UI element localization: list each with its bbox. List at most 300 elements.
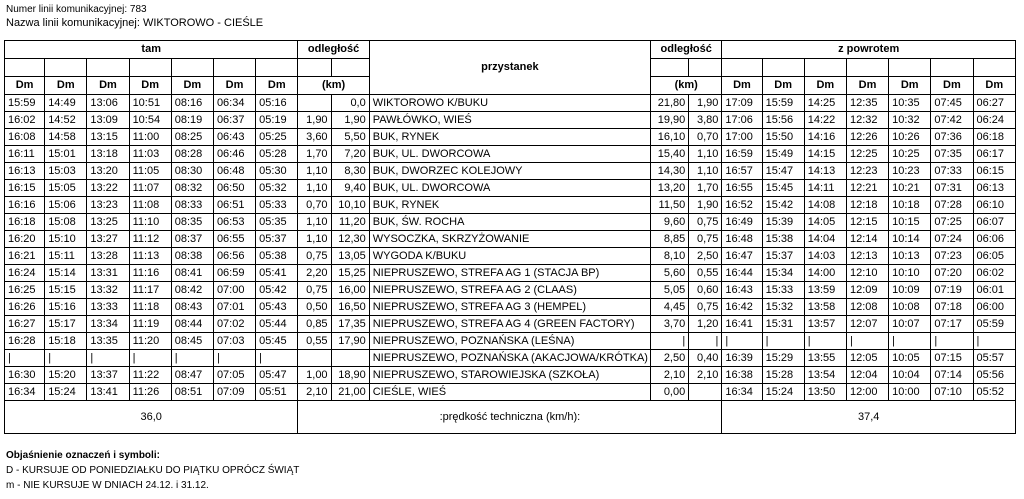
departure-time-tam: | xyxy=(45,350,87,367)
line-number: Numer linii komunikacyjnej: 783 xyxy=(6,4,147,15)
departure-time-powrot: 07:31 xyxy=(931,180,973,197)
distance-cumulative-return: 2,10 xyxy=(651,367,689,384)
departure-time-tam: | xyxy=(5,350,45,367)
departure-time-powrot: 07:25 xyxy=(931,214,973,231)
departure-time-powrot: 06:13 xyxy=(973,180,1015,197)
departure-time-powrot: 14:03 xyxy=(804,248,846,265)
departure-time-powrot: 17:00 xyxy=(722,129,762,146)
table-row xyxy=(5,95,1016,112)
speed-powrot: 37,4 xyxy=(722,401,1016,434)
timetable xyxy=(4,40,1016,434)
table-row xyxy=(5,367,1016,384)
distance-cumulative: 0,0 xyxy=(331,95,369,112)
departure-time-powrot: 14:16 xyxy=(804,129,846,146)
departure-time-tam: 11:16 xyxy=(129,265,171,282)
departure-time-powrot: 06:27 xyxy=(973,95,1015,112)
table-row xyxy=(5,350,1016,367)
table-row xyxy=(5,248,1016,265)
stop-name: WYSOCZKA, SKRZYŻOWANIE xyxy=(369,231,650,248)
dm-label-powrot: Dm xyxy=(722,77,762,95)
departure-time-powrot: 15:28 xyxy=(762,367,804,384)
departure-time-tam: 08:44 xyxy=(171,316,213,333)
distance-cumulative: 7,20 xyxy=(331,146,369,163)
departure-time-tam: 08:41 xyxy=(171,265,213,282)
departure-time-powrot: 14:00 xyxy=(804,265,846,282)
distance-segment-return: 1,10 xyxy=(689,163,722,180)
stop-name: BUK, UL. DWORCOWA xyxy=(369,146,650,163)
departure-time-tam: 10:51 xyxy=(129,95,171,112)
distance-segment xyxy=(298,95,331,112)
departure-time-tam: 15:05 xyxy=(45,180,87,197)
departure-time-powrot: 15:33 xyxy=(762,282,804,299)
stop-name: CIEŚLE, WIEŚ xyxy=(369,384,650,401)
departure-time-powrot: 15:38 xyxy=(762,231,804,248)
departure-time-powrot: 06:02 xyxy=(973,265,1015,282)
departure-time-tam: 06:50 xyxy=(213,180,255,197)
distance-segment: 0,75 xyxy=(298,282,331,299)
distance-segment: 1,10 xyxy=(298,163,331,180)
departure-time-tam: 07:09 xyxy=(213,384,255,401)
departure-time-tam: 05:25 xyxy=(256,129,298,146)
line-name: Nazwa linii komunikacyjnej: WIKTOROWO - CIEŚLE xyxy=(6,17,264,29)
distance-segment: 3,60 xyxy=(298,129,331,146)
departure-time-tam: 11:20 xyxy=(129,333,171,350)
distance-cumulative: 5,50 xyxy=(331,129,369,146)
departure-time-powrot: 07:36 xyxy=(931,129,973,146)
departure-time-powrot: 13:57 xyxy=(804,316,846,333)
distance-segment-return: 1,10 xyxy=(689,146,722,163)
departure-time-powrot: 13:50 xyxy=(804,384,846,401)
distance-cumulative: 12,30 xyxy=(331,231,369,248)
distance-cumulative: 16,00 xyxy=(331,282,369,299)
dm-label-tam: Dm xyxy=(129,77,171,95)
departure-time-powrot: 12:07 xyxy=(846,316,888,333)
distance-cumulative xyxy=(331,350,369,367)
departure-time-powrot: 14:04 xyxy=(804,231,846,248)
distance-cumulative-return: 0,00 xyxy=(651,384,689,401)
departure-time-powrot: | xyxy=(931,333,973,350)
departure-time-tam: 06:51 xyxy=(213,197,255,214)
dm-label-tam: Dm xyxy=(213,77,255,95)
distance-segment-return: 0,70 xyxy=(689,129,722,146)
distance-segment: 0,50 xyxy=(298,299,331,316)
distance-segment: 1,90 xyxy=(298,112,331,129)
table-row xyxy=(5,299,1016,316)
departure-time-powrot: 12:14 xyxy=(846,231,888,248)
departure-time-powrot: 15:31 xyxy=(762,316,804,333)
distance-cumulative-return: 3,70 xyxy=(651,316,689,333)
distance-cumulative: 8,30 xyxy=(331,163,369,180)
departure-time-powrot: 10:18 xyxy=(889,197,931,214)
departure-time-powrot: 07:24 xyxy=(931,231,973,248)
distance-cumulative-return: 5,05 xyxy=(651,282,689,299)
departure-time-powrot: 05:59 xyxy=(973,316,1015,333)
departure-time-tam: 06:53 xyxy=(213,214,255,231)
departure-time-tam: 05:37 xyxy=(256,231,298,248)
departure-time-powrot: | xyxy=(846,333,888,350)
km-label-right: (km) xyxy=(651,77,722,95)
departure-time-powrot: 07:14 xyxy=(931,367,973,384)
departure-time-tam: 06:43 xyxy=(213,129,255,146)
stop-name: PAWŁÓWKO, WIEŚ xyxy=(369,112,650,129)
departure-time-powrot: 10:15 xyxy=(889,214,931,231)
distance-segment: 0,55 xyxy=(298,333,331,350)
departure-time-tam: 11:22 xyxy=(129,367,171,384)
departure-time-powrot: 16:48 xyxy=(722,231,762,248)
stop-name: BUK, RYNEK xyxy=(369,129,650,146)
departure-time-powrot: 05:52 xyxy=(973,384,1015,401)
departure-time-tam: 16:30 xyxy=(5,367,45,384)
departure-time-powrot: 10:00 xyxy=(889,384,931,401)
departure-time-powrot: 13:55 xyxy=(804,350,846,367)
departure-time-tam: 05:51 xyxy=(256,384,298,401)
distance-segment-return: 3,80 xyxy=(689,112,722,129)
departure-time-tam: 16:18 xyxy=(5,214,45,231)
stop-name: NIEPRUSZEWO, STREFA AG 3 (HEMPEL) xyxy=(369,299,650,316)
table-row xyxy=(5,282,1016,299)
departure-time-tam: 13:25 xyxy=(87,214,129,231)
departure-time-tam: 16:11 xyxy=(5,146,45,163)
departure-time-tam: 16:13 xyxy=(5,163,45,180)
departure-time-tam: 14:58 xyxy=(45,129,87,146)
departure-time-tam: 15:08 xyxy=(45,214,87,231)
departure-time-tam: 13:34 xyxy=(87,316,129,333)
distance-cumulative-return: 8,10 xyxy=(651,248,689,265)
table-row xyxy=(5,163,1016,180)
distance-segment: 2,20 xyxy=(298,265,331,282)
departure-time-powrot: 14:15 xyxy=(804,146,846,163)
distance-header-left: odległość xyxy=(298,41,369,59)
departure-time-tam: 16:27 xyxy=(5,316,45,333)
departure-time-tam: 05:45 xyxy=(256,333,298,350)
departure-time-powrot: 12:08 xyxy=(846,299,888,316)
departure-time-powrot: 16:39 xyxy=(722,350,762,367)
departure-time-powrot: 12:23 xyxy=(846,163,888,180)
distance-segment: 0,70 xyxy=(298,197,331,214)
departure-time-powrot: 14:08 xyxy=(804,197,846,214)
distance-segment: 1,10 xyxy=(298,180,331,197)
stop-name: WYGODA K/BUKU xyxy=(369,248,650,265)
departure-time-tam: 13:06 xyxy=(87,95,129,112)
departure-time-powrot: 15:34 xyxy=(762,265,804,282)
departure-time-tam: 15:59 xyxy=(5,95,45,112)
departure-time-powrot: 10:14 xyxy=(889,231,931,248)
departure-time-powrot: 13:54 xyxy=(804,367,846,384)
departure-time-tam: 13:23 xyxy=(87,197,129,214)
km-label-left: (km) xyxy=(298,77,369,95)
departure-time-tam: 05:43 xyxy=(256,299,298,316)
departure-time-tam: 08:38 xyxy=(171,248,213,265)
departure-time-tam: | xyxy=(256,350,298,367)
dm-label-powrot: Dm xyxy=(846,77,888,95)
departure-time-powrot: 16:59 xyxy=(722,146,762,163)
stop-name: NIEPRUSZEWO, POZNAŃSKA (AKACJOWA/KRÓTKA) xyxy=(369,350,650,367)
dm-label-tam: Dm xyxy=(87,77,129,95)
departure-time-powrot: 15:42 xyxy=(762,197,804,214)
departure-time-tam: 10:54 xyxy=(129,112,171,129)
distance-cumulative: 18,90 xyxy=(331,367,369,384)
departure-time-tam: 13:37 xyxy=(87,367,129,384)
distance-cumulative-return: 19,90 xyxy=(651,112,689,129)
departure-time-powrot: 06:07 xyxy=(973,214,1015,231)
distance-cumulative-return: 13,20 xyxy=(651,180,689,197)
dm-label-powrot: Dm xyxy=(973,77,1015,95)
departure-time-powrot: 07:20 xyxy=(931,265,973,282)
departure-time-powrot: 07:19 xyxy=(931,282,973,299)
departure-time-tam: 13:41 xyxy=(87,384,129,401)
departure-time-tam: 11:10 xyxy=(129,214,171,231)
departure-time-tam: 15:06 xyxy=(45,197,87,214)
departure-time-tam: 11:17 xyxy=(129,282,171,299)
departure-time-tam: 05:16 xyxy=(256,95,298,112)
departure-time-powrot: 15:24 xyxy=(762,384,804,401)
distance-cumulative: 21,00 xyxy=(331,384,369,401)
departure-time-powrot: 07:18 xyxy=(931,299,973,316)
departure-time-tam: 11:19 xyxy=(129,316,171,333)
table-row xyxy=(5,384,1016,401)
distance-segment-return: 1,20 xyxy=(689,316,722,333)
stop-name: NIEPRUSZEWO, STREFA AG 4 (GREEN FACTORY) xyxy=(369,316,650,333)
departure-time-tam: 16:34 xyxy=(5,384,45,401)
departure-time-tam: 13:15 xyxy=(87,129,129,146)
departure-time-powrot: | xyxy=(722,333,762,350)
departure-time-tam: 05:35 xyxy=(256,214,298,231)
dm-label-tam: Dm xyxy=(171,77,213,95)
departure-time-powrot: 13:59 xyxy=(804,282,846,299)
distance-segment-return: 1,90 xyxy=(689,95,722,112)
departure-time-tam: 15:01 xyxy=(45,146,87,163)
departure-time-powrot: 14:22 xyxy=(804,112,846,129)
distance-cumulative: 16,50 xyxy=(331,299,369,316)
legend-d-note: D - KURSUJE OD PONIEDZIAŁKU DO PIĄTKU OPRÓCZ ŚWIĄT xyxy=(6,465,300,476)
departure-time-tam: 16:26 xyxy=(5,299,45,316)
speed-row xyxy=(5,401,1016,434)
departure-time-tam: 08:43 xyxy=(171,299,213,316)
departure-time-tam: 06:46 xyxy=(213,146,255,163)
departure-time-powrot: | xyxy=(889,333,931,350)
departure-time-tam: 07:00 xyxy=(213,282,255,299)
departure-time-powrot: 06:05 xyxy=(973,248,1015,265)
departure-time-tam: 13:27 xyxy=(87,231,129,248)
departure-time-powrot: | xyxy=(762,333,804,350)
departure-time-tam: 15:17 xyxy=(45,316,87,333)
distance-cumulative-return: 4,45 xyxy=(651,299,689,316)
departure-time-powrot: 06:17 xyxy=(973,146,1015,163)
departure-time-powrot: 16:43 xyxy=(722,282,762,299)
distance-cumulative: 10,10 xyxy=(331,197,369,214)
table-row xyxy=(5,146,1016,163)
distance-cumulative-return: 8,85 xyxy=(651,231,689,248)
departure-time-powrot: 07:10 xyxy=(931,384,973,401)
departure-time-tam: 05:42 xyxy=(256,282,298,299)
departure-time-tam: 11:18 xyxy=(129,299,171,316)
departure-time-tam: | xyxy=(87,350,129,367)
table-row xyxy=(5,316,1016,333)
departure-time-tam: 08:42 xyxy=(171,282,213,299)
departure-time-powrot: 12:13 xyxy=(846,248,888,265)
departure-time-powrot: 07:45 xyxy=(931,95,973,112)
departure-time-tam: 15:11 xyxy=(45,248,87,265)
departure-time-powrot: 15:39 xyxy=(762,214,804,231)
departure-time-powrot: 12:04 xyxy=(846,367,888,384)
departure-time-powrot: 06:18 xyxy=(973,129,1015,146)
departure-time-tam: 11:08 xyxy=(129,197,171,214)
departure-time-tam: 16:02 xyxy=(5,112,45,129)
departure-time-powrot: 16:38 xyxy=(722,367,762,384)
departure-time-powrot: 06:10 xyxy=(973,197,1015,214)
departure-time-powrot: 07:42 xyxy=(931,112,973,129)
tam-header: tam xyxy=(5,41,298,59)
distance-cumulative-return: 14,30 xyxy=(651,163,689,180)
departure-time-powrot: 06:06 xyxy=(973,231,1015,248)
departure-time-tam: 15:16 xyxy=(45,299,87,316)
distance-segment-return: 1,90 xyxy=(689,197,722,214)
departure-time-tam: 16:21 xyxy=(5,248,45,265)
distance-cumulative-return: 9,60 xyxy=(651,214,689,231)
departure-time-powrot: 10:08 xyxy=(889,299,931,316)
departure-time-tam: 14:52 xyxy=(45,112,87,129)
powrot-header: z powrotem xyxy=(722,41,1016,59)
departure-time-powrot: 16:49 xyxy=(722,214,762,231)
departure-time-powrot: 07:33 xyxy=(931,163,973,180)
departure-time-powrot: 16:52 xyxy=(722,197,762,214)
departure-time-tam: 14:49 xyxy=(45,95,87,112)
departure-time-tam: 11:13 xyxy=(129,248,171,265)
dm-label-powrot: Dm xyxy=(931,77,973,95)
departure-time-tam: 13:31 xyxy=(87,265,129,282)
table-row xyxy=(5,197,1016,214)
stop-name: NIEPRUSZEWO, POZNAŃSKA (LEŚNA) xyxy=(369,333,650,350)
departure-time-powrot: 15:59 xyxy=(762,95,804,112)
departure-time-tam: 06:55 xyxy=(213,231,255,248)
departure-time-tam: 08:19 xyxy=(171,112,213,129)
departure-time-tam: 08:35 xyxy=(171,214,213,231)
distance-cumulative-return: 16,10 xyxy=(651,129,689,146)
departure-time-tam: 15:10 xyxy=(45,231,87,248)
departure-time-tam: 13:20 xyxy=(87,163,129,180)
departure-time-powrot: 15:29 xyxy=(762,350,804,367)
departure-time-tam: 13:32 xyxy=(87,282,129,299)
departure-time-tam: 13:28 xyxy=(87,248,129,265)
distance-segment-return: | xyxy=(689,333,722,350)
distance-segment: 1,00 xyxy=(298,367,331,384)
speed-label: :prędkość techniczna (km/h): xyxy=(298,401,722,434)
departure-time-powrot: 12:35 xyxy=(846,95,888,112)
departure-time-tam: 05:47 xyxy=(256,367,298,384)
distance-segment-return: 0,75 xyxy=(689,214,722,231)
stop-name: BUK, ŚW. ROCHA xyxy=(369,214,650,231)
departure-time-tam: 15:24 xyxy=(45,384,87,401)
distance-segment: 0,75 xyxy=(298,248,331,265)
departure-time-powrot: 15:32 xyxy=(762,299,804,316)
departure-time-powrot: 10:10 xyxy=(889,265,931,282)
departure-time-powrot: 16:57 xyxy=(722,163,762,180)
distance-segment: 2,10 xyxy=(298,384,331,401)
departure-time-tam: 13:22 xyxy=(87,180,129,197)
departure-time-tam: 05:30 xyxy=(256,163,298,180)
speed-tam: 36,0 xyxy=(5,401,298,434)
table-row xyxy=(5,214,1016,231)
departure-time-tam: 05:32 xyxy=(256,180,298,197)
departure-time-powrot: 12:25 xyxy=(846,146,888,163)
departure-time-powrot: 15:56 xyxy=(762,112,804,129)
departure-time-tam: 06:34 xyxy=(213,95,255,112)
distance-header-right: odległość xyxy=(651,41,722,59)
distance-cumulative-return: 15,40 xyxy=(651,146,689,163)
distance-segment-return: 0,40 xyxy=(689,350,722,367)
departure-time-tam: | xyxy=(213,350,255,367)
departure-time-tam: 11:26 xyxy=(129,384,171,401)
departure-time-tam: 15:15 xyxy=(45,282,87,299)
departure-time-powrot: 16:42 xyxy=(722,299,762,316)
departure-time-tam: 08:45 xyxy=(171,333,213,350)
distance-cumulative: 9,40 xyxy=(331,180,369,197)
departure-time-tam: 07:05 xyxy=(213,367,255,384)
departure-time-tam: 16:25 xyxy=(5,282,45,299)
stop-name: BUK, RYNEK xyxy=(369,197,650,214)
distance-segment: 1,70 xyxy=(298,146,331,163)
departure-time-tam: 05:38 xyxy=(256,248,298,265)
departure-time-powrot: | xyxy=(804,333,846,350)
departure-time-powrot: 12:21 xyxy=(846,180,888,197)
distance-cumulative-return: | xyxy=(651,333,689,350)
departure-time-powrot: 16:44 xyxy=(722,265,762,282)
departure-time-tam: 05:44 xyxy=(256,316,298,333)
distance-segment: 0,85 xyxy=(298,316,331,333)
departure-time-powrot: 16:55 xyxy=(722,180,762,197)
distance-segment-return: 0,75 xyxy=(689,299,722,316)
departure-time-tam: 08:16 xyxy=(171,95,213,112)
departure-time-tam: 11:12 xyxy=(129,231,171,248)
departure-time-powrot: 14:11 xyxy=(804,180,846,197)
departure-time-powrot: 10:04 xyxy=(889,367,931,384)
departure-time-powrot: 12:09 xyxy=(846,282,888,299)
dm-label-powrot: Dm xyxy=(804,77,846,95)
departure-time-tam: 06:56 xyxy=(213,248,255,265)
departure-time-powrot: 06:01 xyxy=(973,282,1015,299)
distance-segment: 1,10 xyxy=(298,231,331,248)
departure-time-powrot: 10:26 xyxy=(889,129,931,146)
stop-name: NIEPRUSZEWO, STREFA AG 2 (CLAAS) xyxy=(369,282,650,299)
departure-time-tam: | xyxy=(129,350,171,367)
distance-segment-return xyxy=(689,384,722,401)
table-row xyxy=(5,180,1016,197)
table-row xyxy=(5,265,1016,282)
departure-time-tam: 05:41 xyxy=(256,265,298,282)
departure-time-powrot: 10:07 xyxy=(889,316,931,333)
departure-time-tam: 05:33 xyxy=(256,197,298,214)
departure-time-tam: 13:35 xyxy=(87,333,129,350)
dm-label-tam: Dm xyxy=(45,77,87,95)
departure-time-powrot: 13:58 xyxy=(804,299,846,316)
departure-time-tam: 13:33 xyxy=(87,299,129,316)
distance-cumulative-return: 11,50 xyxy=(651,197,689,214)
departure-time-powrot: 10:13 xyxy=(889,248,931,265)
departure-time-powrot: 10:09 xyxy=(889,282,931,299)
distance-segment-return: 0,60 xyxy=(689,282,722,299)
departure-time-powrot: 05:57 xyxy=(973,350,1015,367)
departure-time-tam: 13:18 xyxy=(87,146,129,163)
departure-time-powrot: 10:23 xyxy=(889,163,931,180)
departure-time-powrot: | xyxy=(973,333,1015,350)
departure-time-tam: 15:20 xyxy=(45,367,87,384)
departure-time-tam: 16:24 xyxy=(5,265,45,282)
departure-time-powrot: 10:35 xyxy=(889,95,931,112)
stop-name: BUK, UL. DWORCOWA xyxy=(369,180,650,197)
departure-time-powrot: 17:06 xyxy=(722,112,762,129)
departure-time-tam: 11:05 xyxy=(129,163,171,180)
distance-cumulative: 17,35 xyxy=(331,316,369,333)
